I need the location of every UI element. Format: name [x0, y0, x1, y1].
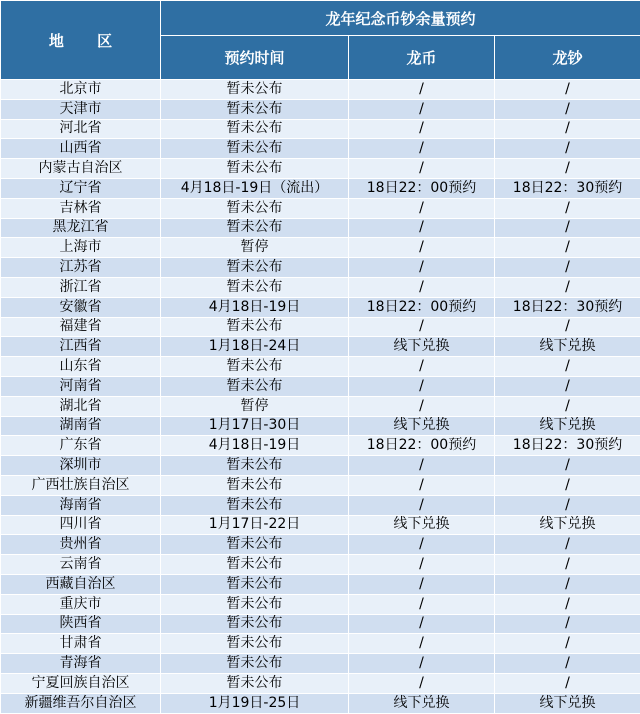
table-row [1, 357, 640, 377]
table-row [1, 178, 640, 198]
cell-dragon-coin: / [349, 634, 495, 654]
header-dragon-coin: 龙币 [349, 36, 495, 80]
cell-dragon-coin: / [349, 258, 495, 278]
table-row [1, 297, 640, 317]
cell-region: 青海省 [1, 654, 161, 674]
cell-reservation-time: 暂未公布 [161, 475, 349, 495]
cell-reservation-time: 1月18日-24日 [161, 337, 349, 357]
cell-reservation-time: 暂未公布 [161, 594, 349, 614]
cell-reservation-time: 暂未公布 [161, 119, 349, 139]
cell-dragon-note: / [495, 673, 640, 693]
cell-region: 山东省 [1, 357, 161, 377]
cell-dragon-note: / [495, 99, 640, 119]
cell-region: 浙江省 [1, 277, 161, 297]
cell-dragon-coin: 18日22：00预约 [349, 178, 495, 198]
table-row [1, 594, 640, 614]
cell-dragon-note: / [495, 614, 640, 634]
cell-region: 北京市 [1, 80, 161, 100]
cell-dragon-note: / [495, 277, 640, 297]
cell-dragon-note: / [495, 80, 640, 100]
cell-dragon-coin: / [349, 614, 495, 634]
cell-reservation-time: 暂未公布 [161, 495, 349, 515]
cell-dragon-coin: 18日22：00预约 [349, 297, 495, 317]
cell-reservation-time: 1月17日-30日 [161, 416, 349, 436]
header-reservation-time: 预约时间 [161, 36, 349, 80]
cell-reservation-time: 暂未公布 [161, 654, 349, 674]
table-row [1, 654, 640, 674]
table-row [1, 277, 640, 297]
cell-region: 海南省 [1, 495, 161, 515]
cell-reservation-time: 暂未公布 [161, 673, 349, 693]
cell-reservation-time: 暂未公布 [161, 456, 349, 476]
table-row [1, 376, 640, 396]
cell-region: 贵州省 [1, 535, 161, 555]
cell-region: 广东省 [1, 436, 161, 456]
cell-reservation-time: 4月18日-19日 [161, 297, 349, 317]
cell-region: 四川省 [1, 515, 161, 535]
cell-region: 河北省 [1, 119, 161, 139]
cell-reservation-time: 暂未公布 [161, 218, 349, 238]
cell-region: 新疆维吾尔自治区 [1, 693, 161, 713]
table-row [1, 693, 640, 713]
table-row [1, 495, 640, 515]
cell-dragon-coin: / [349, 238, 495, 258]
table-row [1, 416, 640, 436]
cell-dragon-note: / [495, 654, 640, 674]
cell-dragon-note: / [495, 376, 640, 396]
cell-region: 广西壮族自治区 [1, 475, 161, 495]
table-row [1, 337, 640, 357]
cell-dragon-note: 线下兑换 [495, 515, 640, 535]
cell-dragon-note: / [495, 198, 640, 218]
table-row [1, 535, 640, 555]
cell-dragon-note: / [495, 555, 640, 575]
cell-reservation-time: 暂未公布 [161, 80, 349, 100]
table-header [1, 1, 640, 80]
table-row [1, 436, 640, 456]
table-row [1, 634, 640, 654]
table-row [1, 139, 640, 159]
table-row [1, 119, 640, 139]
table-row [1, 238, 640, 258]
table-row [1, 396, 640, 416]
cell-region: 江苏省 [1, 258, 161, 278]
cell-dragon-note: / [495, 634, 640, 654]
cell-dragon-coin: / [349, 317, 495, 337]
cell-dragon-coin: / [349, 198, 495, 218]
cell-reservation-time: 暂未公布 [161, 614, 349, 634]
cell-region: 云南省 [1, 555, 161, 575]
cell-dragon-coin: / [349, 475, 495, 495]
header-dragon-note: 龙钞 [495, 36, 640, 80]
cell-dragon-note: / [495, 475, 640, 495]
cell-dragon-note: / [495, 594, 640, 614]
cell-region: 天津市 [1, 99, 161, 119]
cell-reservation-time: 4月18日-19日 [161, 436, 349, 456]
cell-region: 甘肃省 [1, 634, 161, 654]
cell-region: 黑龙江省 [1, 218, 161, 238]
cell-dragon-coin: / [349, 495, 495, 515]
cell-reservation-time: 暂未公布 [161, 555, 349, 575]
cell-dragon-note: 18日22：30预约 [495, 297, 640, 317]
cell-reservation-time: 暂未公布 [161, 198, 349, 218]
header-region: 地 区 [1, 1, 161, 80]
cell-reservation-time: 暂未公布 [161, 139, 349, 159]
cell-dragon-note: / [495, 218, 640, 238]
cell-region: 河南省 [1, 376, 161, 396]
cell-dragon-note: / [495, 317, 640, 337]
table-row [1, 574, 640, 594]
cell-dragon-coin: 线下兑换 [349, 515, 495, 535]
table-row [1, 99, 640, 119]
cell-reservation-time: 暂未公布 [161, 574, 349, 594]
cell-dragon-coin: / [349, 277, 495, 297]
cell-dragon-coin: / [349, 456, 495, 476]
cell-dragon-coin: / [349, 357, 495, 377]
cell-reservation-time: 1月17日-22日 [161, 515, 349, 535]
cell-reservation-time: 暂未公布 [161, 376, 349, 396]
table-row [1, 159, 640, 179]
cell-region: 西藏自治区 [1, 574, 161, 594]
table-body [1, 80, 640, 714]
cell-dragon-coin: / [349, 376, 495, 396]
cell-reservation-time: 暂停 [161, 396, 349, 416]
cell-dragon-coin: / [349, 218, 495, 238]
cell-dragon-note: / [495, 119, 640, 139]
cell-dragon-coin: 线下兑换 [349, 416, 495, 436]
cell-reservation-time: 暂未公布 [161, 277, 349, 297]
table-row [1, 218, 640, 238]
cell-dragon-note: 线下兑换 [495, 416, 640, 436]
cell-region: 湖北省 [1, 396, 161, 416]
cell-reservation-time: 暂未公布 [161, 535, 349, 555]
table-row [1, 673, 640, 693]
cell-dragon-coin: 线下兑换 [349, 337, 495, 357]
table-row [1, 475, 640, 495]
cell-region: 福建省 [1, 317, 161, 337]
cell-reservation-time: 暂未公布 [161, 357, 349, 377]
cell-reservation-time: 1月19日-25日 [161, 693, 349, 713]
cell-dragon-note: / [495, 574, 640, 594]
cell-dragon-coin: / [349, 159, 495, 179]
cell-region: 安徽省 [1, 297, 161, 317]
cell-dragon-coin: / [349, 139, 495, 159]
cell-region: 吉林省 [1, 198, 161, 218]
cell-reservation-time: 暂未公布 [161, 99, 349, 119]
cell-dragon-note: / [495, 159, 640, 179]
table-title: 龙年纪念币钞余量预约 [161, 1, 640, 36]
cell-reservation-time: 4月18日-19日（流出） [161, 178, 349, 198]
cell-region: 湖南省 [1, 416, 161, 436]
cell-dragon-note: / [495, 258, 640, 278]
cell-dragon-note: / [495, 535, 640, 555]
cell-dragon-coin: 18日22：00预约 [349, 436, 495, 456]
cell-dragon-coin: / [349, 654, 495, 674]
cell-dragon-note: 18日22：30预约 [495, 436, 640, 456]
cell-reservation-time: 暂未公布 [161, 159, 349, 179]
cell-dragon-coin: / [349, 99, 495, 119]
cell-reservation-time: 暂停 [161, 238, 349, 258]
cell-region: 上海市 [1, 238, 161, 258]
cell-dragon-note: / [495, 456, 640, 476]
cell-dragon-coin: / [349, 555, 495, 575]
cell-dragon-coin: / [349, 574, 495, 594]
cell-dragon-note: / [495, 357, 640, 377]
table-row [1, 614, 640, 634]
table-row [1, 80, 640, 100]
cell-reservation-time: 暂未公布 [161, 634, 349, 654]
cell-dragon-coin: / [349, 594, 495, 614]
table-row [1, 515, 640, 535]
cell-dragon-note: 线下兑换 [495, 337, 640, 357]
cell-region: 山西省 [1, 139, 161, 159]
cell-reservation-time: 暂未公布 [161, 317, 349, 337]
cell-reservation-time: 暂未公布 [161, 258, 349, 278]
cell-region: 陕西省 [1, 614, 161, 634]
cell-region: 深圳市 [1, 456, 161, 476]
cell-region: 辽宁省 [1, 178, 161, 198]
cell-dragon-note: 18日22：30预约 [495, 178, 640, 198]
cell-dragon-note: / [495, 495, 640, 515]
cell-region: 内蒙古自治区 [1, 159, 161, 179]
cell-region: 重庆市 [1, 594, 161, 614]
table-row [1, 555, 640, 575]
cell-region: 江西省 [1, 337, 161, 357]
cell-dragon-coin: / [349, 673, 495, 693]
cell-dragon-coin: 线下兑换 [349, 693, 495, 713]
cell-dragon-coin: / [349, 396, 495, 416]
table-row [1, 456, 640, 476]
cell-dragon-note: / [495, 139, 640, 159]
table-row [1, 317, 640, 337]
cell-dragon-coin: / [349, 80, 495, 100]
cell-dragon-coin: / [349, 119, 495, 139]
table-row [1, 198, 640, 218]
cell-region: 宁夏回族自治区 [1, 673, 161, 693]
table-row [1, 258, 640, 278]
cell-dragon-note: / [495, 396, 640, 416]
cell-dragon-note: / [495, 238, 640, 258]
cell-dragon-coin: / [349, 535, 495, 555]
cell-dragon-note: 线下兑换 [495, 693, 640, 713]
